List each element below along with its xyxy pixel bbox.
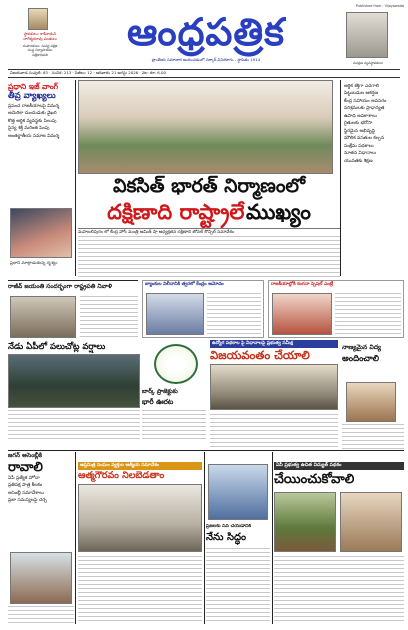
portrait-caption: ముద్రణ వ్యవస్థాపకులు: [353, 61, 383, 65]
farm-photo-2: [340, 492, 402, 552]
right-top-bullet: స్థిరమైన అభివృద్ధి: [344, 128, 375, 134]
cm-heading-2: నేను సిద్ధం: [206, 532, 247, 543]
left-top-bullet: కొత్త ఆర్థిక వ్యవస్థకు పిలుపు: [8, 118, 57, 124]
mid-box-2-heading: రాజకీయాల్లోకి కంగనా స్పెషల్ ఎంట్రీ: [271, 282, 334, 287]
nature-heading: నేడు ఏపీలో పలుచోట్ల వర్షాలు: [8, 342, 106, 352]
assembly-tag: ఆప్తమిత్ర సంఘం వ్యక్తుల ఆత్మీయ సమావేశం: [78, 462, 202, 470]
right-edu-photo: [346, 382, 396, 422]
right-top-bullet: ఉపాధి అవకాశాలు: [344, 113, 377, 119]
jagan-bullet: ప్రజా సమస్యలపై చర్చ: [8, 498, 47, 504]
mid-box-2-text: [335, 293, 401, 335]
column-rule: [340, 80, 341, 276]
left-note: సంపాదకులు: సువర్ణ పత్రిక సంస్థ నిర్వాహకులు పత్రికాధిపతి: [22, 44, 58, 57]
right-top-bullet: మౌలిక వసతుల కల్పన: [344, 136, 385, 142]
nature-text: [8, 410, 140, 440]
farm-headline: చేయించుకోవాలి: [274, 472, 355, 487]
assembly-text: [78, 556, 202, 624]
founder-caption: స్థాపకులు: కాశీనాథుని నాగేశ్వరరావు పంతులు: [23, 31, 57, 41]
logo-story-text: [142, 410, 206, 440]
jagan-text: [8, 606, 74, 624]
jagan-heading-1: జగన్ అసెంబ్లీకి: [8, 452, 42, 459]
govt-headline: విజయవంతం చేయాలి: [210, 348, 310, 362]
mid-box-2: [268, 280, 404, 338]
mid-box-1-text: [207, 293, 261, 335]
column-rule: [204, 452, 205, 624]
left-top-bullet: అమెరికా దుందుడుకు వైఖరి: [8, 111, 57, 117]
left-top-bullet: ప్రపంచ రాజకీయాలపై విమర్శ: [8, 104, 60, 109]
assembly-headline: ఆత్మగౌరవం నిలబెడతాం: [78, 470, 165, 481]
founder-photo: [28, 8, 48, 30]
mid-box-1-heading: బ్యాంకుల విలీనానికి త్వరలో కేంద్రం ఆమోదం: [145, 282, 224, 287]
left-top-caption: ప్రధాని మాట్లాడుతున్న దృశ్యం: [10, 260, 58, 265]
masthead-title: ఆంధ్రపత్రిక: [127, 9, 285, 54]
main-headline-2: [76, 198, 342, 226]
cm-heading-1: ప్రజలకు సేవ చేయడానికి: [206, 524, 252, 529]
right-edu-text: [342, 424, 404, 450]
jagan-bullet: అసెంబ్లీ సమావేశాలు: [8, 490, 44, 496]
main-headline-2a: దక్షిణాది రాష్ట్రాలే: [107, 200, 245, 224]
right-top-bullet: నూతన విధానాలు: [344, 151, 377, 157]
right-top-bullet: కేంద్ర సహాయం అవసరం: [344, 98, 387, 104]
main-headline-2b: ముఖ్యం: [245, 200, 311, 224]
mid-box-1-photo: [146, 293, 204, 335]
cm-photo: [208, 464, 268, 520]
main-body-text: [78, 236, 340, 278]
cm-text: [206, 548, 270, 624]
govt-tag: ఉద్యోగ పథకాల పై విధానాలపై ప్రభుత్వ సమీక్ష: [210, 340, 338, 348]
farm-text: [274, 556, 404, 624]
left-mid-photo: [10, 296, 76, 338]
main-banner-photo: [78, 80, 333, 174]
column-rule: [272, 452, 273, 624]
mid-box-2-photo: [272, 293, 332, 335]
govt-text: [210, 414, 338, 450]
right-top-bullet: ఆర్థిక శక్తిగా ఎదగాలి: [344, 84, 379, 89]
left-top-headline-blue: తీవ్ర వ్యాఖ్యలు: [8, 91, 56, 101]
farm-tag: ఏపీ ప్రభుత్వ ఉచిత విద్యుత్ పథకం: [274, 462, 404, 470]
jagan-photo: [10, 552, 72, 604]
left-mid-heading: రాజీవ్ జయంతి సందర్భంగా రాష్ట్రపతి నివాళి: [8, 280, 138, 290]
right-top-bullet: పెట్టుబడుల ఆకర్షణ: [344, 91, 379, 97]
right-edu-heading-2: అందించాలి: [342, 354, 380, 364]
farm-photo-1: [274, 492, 336, 552]
govt-photo: [210, 364, 338, 410]
right-top-list: [344, 84, 404, 292]
column-rule: [75, 80, 76, 276]
left-top-bullet: అంతర్జాతీయ సమాజ విమర్శ: [8, 133, 60, 139]
logo-story-heading-2: భారీ ఊరట: [142, 398, 174, 406]
assembly-photo: [78, 484, 202, 552]
portrait-photo: [346, 12, 388, 58]
edition-label: Published from : Vijayawada: [356, 4, 404, 8]
left-mid-text: [80, 296, 138, 338]
nature-photo: [8, 354, 140, 408]
right-edu-heading-1: నాణ్యమైన విద్య: [342, 344, 381, 351]
masthead: [0, 0, 408, 78]
right-top-bullet: పరిశ్రమలకు ప్రాధాన్యత: [344, 106, 385, 112]
jagan-heading-2: రావాలి: [8, 460, 43, 475]
logo-story-heading-1: బార్క్ ప్రాజెక్టుకు: [142, 388, 178, 395]
mid-box-1: [142, 280, 264, 338]
right-top-bullet: రైతులకు భరోసా: [344, 121, 373, 127]
main-headline-1: వికసిత్ భారత్ నిర్మాణంలో: [112, 175, 306, 197]
left-top-bullet: సైన్య శక్తి మరింత పెంపు: [8, 126, 50, 132]
right-top-bullet: సంక్షేమ పథకాలు: [344, 143, 374, 149]
dateline: విజయవాడ సంపుటి: 63 · సంచిక: 213 · పేజీలు: 12 · ఆదివారం 21 ఆగస్టు 2026 · వెల: రూ. 6.00: [8, 69, 400, 78]
govt-logo: [154, 344, 198, 384]
column-rule: [8, 450, 404, 451]
left-top-headline-red: ప్రధాని ఇజ్ వాంగ్: [8, 82, 58, 91]
main-lead: మహబలిపురం లో కేంద్ర హోం మంత్రి అమిత్ షా అధ్యక్షతన దక్షిణాది జోనల్ కౌన్సిల్ సమావేశం: [78, 228, 340, 236]
masthead-tagline: ప్రాంతీయ సమాచార అందించడంలో సర్కార్ వినియోగం - స్థాపితం 1914: [151, 57, 261, 62]
left-top-photo: [10, 208, 72, 258]
column-rule: [75, 452, 76, 624]
jagan-bullet: ఏపీ ప్రత్యేక హోదా: [8, 476, 40, 481]
right-top-bullet: యువతకు శిక్షణ: [344, 158, 373, 164]
jagan-bullet: ప్రతిపక్ష పాత్ర కీలకం: [8, 483, 43, 489]
